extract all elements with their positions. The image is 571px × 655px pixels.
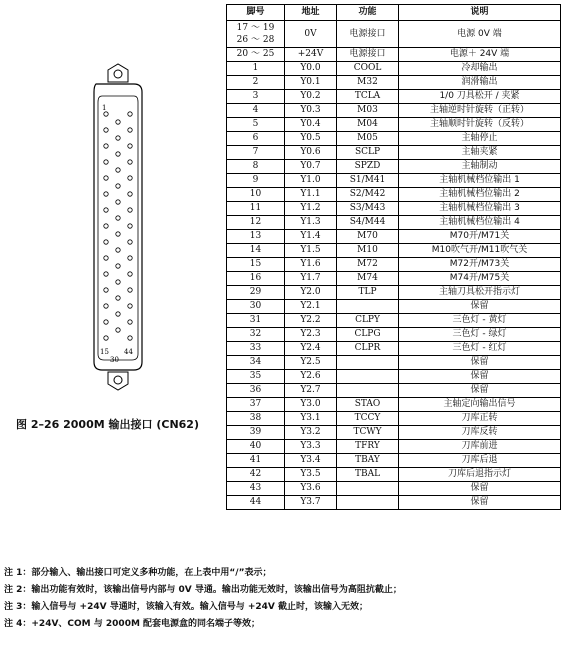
address-cell: Y3.3 [285, 440, 337, 454]
pin-hole [128, 288, 132, 292]
top-mounting-ear [108, 64, 128, 82]
header-address: 地址 [285, 5, 337, 21]
description-cell: 三色灯 - 绿灯 [399, 328, 561, 342]
function-cell: M70 [337, 230, 399, 244]
address-cell: Y1.4 [285, 230, 337, 244]
address-cell: +24V [285, 48, 337, 62]
pin-hole [116, 200, 120, 204]
pin-hole [128, 224, 132, 228]
pin-hole [128, 336, 132, 340]
description-cell: 主轴停止 [399, 132, 561, 146]
function-cell: M04 [337, 118, 399, 132]
pin-label-30: 30 [110, 356, 119, 364]
pin-hole [104, 224, 108, 228]
table-row [227, 342, 561, 356]
pin-cell: 38 [227, 412, 285, 426]
pin-table-body [227, 21, 561, 510]
pin-cell: 11 [227, 202, 285, 216]
function-cell: 电源接口 [337, 21, 399, 48]
address-cell: Y0.2 [285, 90, 337, 104]
pin-cell: 37 [227, 398, 285, 412]
pin-cell: 3 [227, 90, 285, 104]
address-cell: Y0.1 [285, 76, 337, 90]
address-cell: Y0.5 [285, 132, 337, 146]
table-row [227, 216, 561, 230]
table-row [227, 286, 561, 300]
pin-hole [104, 304, 108, 308]
function-cell [337, 356, 399, 370]
pin-cell: 33 [227, 342, 285, 356]
pin-hole [128, 192, 132, 196]
pin-cell: 14 [227, 244, 285, 258]
table-row [227, 160, 561, 174]
address-cell: Y3.4 [285, 454, 337, 468]
pin-cell: 36 [227, 384, 285, 398]
table-row [227, 300, 561, 314]
pin-hole [104, 240, 108, 244]
table-row [227, 370, 561, 384]
pin-label-44: 44 [124, 348, 133, 356]
function-cell: TBAL [337, 468, 399, 482]
address-cell: Y0.4 [285, 118, 337, 132]
bottom-mounting-ear [108, 372, 128, 390]
pin-cell: 42 [227, 468, 285, 482]
pin-cell: 1 [227, 62, 285, 76]
pin-hole [128, 208, 132, 212]
table-row [227, 21, 561, 48]
description-cell: 保留 [399, 370, 561, 384]
description-cell: 主轴机械档位输出 3 [399, 202, 561, 216]
table-row [227, 482, 561, 496]
address-cell: Y2.0 [285, 286, 337, 300]
pin-cell: 8 [227, 160, 285, 174]
address-cell: Y1.1 [285, 188, 337, 202]
address-cell: Y1.5 [285, 244, 337, 258]
db44-connector-diagram [90, 62, 150, 392]
function-cell: COOL [337, 62, 399, 76]
description-cell: 刀库后退指示灯 [399, 468, 561, 482]
address-cell: Y2.3 [285, 328, 337, 342]
pin-hole [128, 112, 132, 116]
pin-hole [116, 184, 120, 188]
function-cell: TCLA [337, 90, 399, 104]
table-row [227, 272, 561, 286]
description-cell: 主轴夹紧 [399, 146, 561, 160]
pin-cell: 40 [227, 440, 285, 454]
pin-hole [104, 192, 108, 196]
function-cell: TCCY [337, 412, 399, 426]
function-cell: SPZD [337, 160, 399, 174]
table-row [227, 258, 561, 272]
table-row [227, 202, 561, 216]
pin-grid [104, 112, 132, 340]
pin-hole [128, 272, 132, 276]
pin-hole [116, 168, 120, 172]
function-cell: M72 [337, 258, 399, 272]
address-cell: Y3.1 [285, 412, 337, 426]
pin-cell: 29 [227, 286, 285, 300]
table-row [227, 244, 561, 258]
address-cell: Y0.7 [285, 160, 337, 174]
note-2: 注 2：输出功能有效时，该输出信号内部与 0V 导通。输出功能无效时，该输出信号为高阻抗截止； [4, 585, 402, 595]
function-cell: CLPG [337, 328, 399, 342]
table-row [227, 314, 561, 328]
pin-hole [104, 128, 108, 132]
pin-hole [116, 152, 120, 156]
description-cell: 1/0 刀具松开 / 夹紧 [399, 90, 561, 104]
address-cell: Y2.7 [285, 384, 337, 398]
description-cell: 冷却输出 [399, 62, 561, 76]
address-cell: Y0.0 [285, 62, 337, 76]
header-pin: 脚号 [227, 5, 285, 21]
description-cell: 润滑输出 [399, 76, 561, 90]
pin-cell: 7 [227, 146, 285, 160]
pin-hole [128, 240, 132, 244]
function-cell: 电源接口 [337, 48, 399, 62]
address-cell: Y3.0 [285, 398, 337, 412]
description-cell: 保留 [399, 496, 561, 510]
pin-cell: 16 [227, 272, 285, 286]
table-row [227, 398, 561, 412]
table-row [227, 90, 561, 104]
pin-cell: 9 [227, 174, 285, 188]
pin-cell: 20 ～ 25 [227, 48, 285, 62]
function-cell [337, 370, 399, 384]
address-cell: 0V [285, 21, 337, 48]
function-cell: TFRY [337, 440, 399, 454]
address-cell: Y0.3 [285, 104, 337, 118]
description-cell: 主轴逆时针旋转（正转） [399, 104, 561, 118]
connector-shell-outer [94, 84, 142, 370]
table-row [227, 62, 561, 76]
function-cell: SCLP [337, 146, 399, 160]
table-row [227, 454, 561, 468]
function-cell: TLP [337, 286, 399, 300]
table-row [227, 104, 561, 118]
function-cell: S4/M44 [337, 216, 399, 230]
table-row [227, 132, 561, 146]
description-cell: 三色灯 - 红灯 [399, 342, 561, 356]
address-cell: Y2.2 [285, 314, 337, 328]
pin-cell: 34 [227, 356, 285, 370]
pin-hole [116, 120, 120, 124]
description-cell: 保留 [399, 384, 561, 398]
function-cell: M05 [337, 132, 399, 146]
description-cell: 刀库后退 [399, 454, 561, 468]
pin-hole [116, 136, 120, 140]
address-cell: Y3.5 [285, 468, 337, 482]
pin-hole [104, 112, 108, 116]
description-cell: M10吹气开/M11吹气关 [399, 244, 561, 258]
description-cell: 主轴机械档位输出 2 [399, 188, 561, 202]
pin-hole [104, 144, 108, 148]
function-cell: CLPR [337, 342, 399, 356]
table-row [227, 468, 561, 482]
pin-hole [128, 144, 132, 148]
address-cell: Y3.6 [285, 482, 337, 496]
function-cell: TBAY [337, 454, 399, 468]
pin-cell: 32 [227, 328, 285, 342]
table-row [227, 426, 561, 440]
pin-hole [116, 312, 120, 316]
description-cell: 刀库正转 [399, 412, 561, 426]
description-cell: 刀库前进 [399, 440, 561, 454]
pin-cell: 35 [227, 370, 285, 384]
pin-cell: 2 [227, 76, 285, 90]
pin-hole [116, 232, 120, 236]
description-cell: M70开/M71关 [399, 230, 561, 244]
description-cell: 电源 0V 端 [399, 21, 561, 48]
description-cell: 保留 [399, 356, 561, 370]
function-cell [337, 300, 399, 314]
description-cell: 电源＋ 24V 端 [399, 48, 561, 62]
description-cell: M72开/M73关 [399, 258, 561, 272]
address-cell: Y1.3 [285, 216, 337, 230]
pin-hole [116, 264, 120, 268]
function-cell: M03 [337, 104, 399, 118]
address-cell: Y3.7 [285, 496, 337, 510]
note-1: 注 1：部分输入、输出接口可定义多种功能，在上表中用“/”表示； [4, 568, 272, 578]
function-cell: M10 [337, 244, 399, 258]
function-cell: CLPY [337, 314, 399, 328]
pin-cell: 5 [227, 118, 285, 132]
pin-hole [104, 336, 108, 340]
address-cell: Y2.6 [285, 370, 337, 384]
address-cell: Y0.6 [285, 146, 337, 160]
pin-hole [128, 160, 132, 164]
function-cell: S2/M42 [337, 188, 399, 202]
address-cell: Y1.7 [285, 272, 337, 286]
description-cell: 刀库反转 [399, 426, 561, 440]
pin-hole [128, 128, 132, 132]
pin-cell: 39 [227, 426, 285, 440]
table-row [227, 174, 561, 188]
function-cell [337, 384, 399, 398]
function-cell: M74 [337, 272, 399, 286]
pin-hole [116, 328, 120, 332]
address-cell: Y2.4 [285, 342, 337, 356]
description-cell: 主轴制动 [399, 160, 561, 174]
pin-hole [104, 256, 108, 260]
function-cell: STAO [337, 398, 399, 412]
function-cell: S1/M41 [337, 174, 399, 188]
pin-hole [128, 320, 132, 324]
pin-cell: 10 [227, 188, 285, 202]
notes [4, 565, 402, 633]
description-cell: 主轴刀具松开指示灯 [399, 286, 561, 300]
pin-hole [116, 296, 120, 300]
pin-label-15: 15 [100, 348, 109, 356]
pin-hole [104, 272, 108, 276]
bottom-mounting-hole [114, 376, 122, 384]
pin-cell: 17 ～ 19 26 ～ 28 [227, 21, 285, 48]
address-cell: Y1.6 [285, 258, 337, 272]
function-cell [337, 482, 399, 496]
pin-cell: 31 [227, 314, 285, 328]
note-4: 注 4：+24V、COM 与 2000M 配套电源盒的同名端子等效； [4, 619, 261, 629]
table-row [227, 188, 561, 202]
function-cell: S3/M43 [337, 202, 399, 216]
table-row [227, 328, 561, 342]
pin-hole [116, 280, 120, 284]
pin-hole [104, 288, 108, 292]
pin-hole [128, 256, 132, 260]
note-3: 注 3：输入信号与 +24V 导通时，该输入有效。输入信号与 +24V 截止时，该输入无效； [4, 602, 368, 612]
pin-hole [128, 304, 132, 308]
address-cell: Y1.0 [285, 174, 337, 188]
pin-cell: 30 [227, 300, 285, 314]
header-description: 说明 [399, 5, 561, 21]
pin-hole [104, 176, 108, 180]
address-cell: Y1.2 [285, 202, 337, 216]
pin-hole [116, 248, 120, 252]
address-cell: Y3.2 [285, 426, 337, 440]
table-row [227, 76, 561, 90]
address-cell: Y2.5 [285, 356, 337, 370]
pin-hole [128, 176, 132, 180]
table-row [227, 440, 561, 454]
table-row [227, 146, 561, 160]
pin-hole [116, 216, 120, 220]
table-row [227, 118, 561, 132]
table-row [227, 384, 561, 398]
pin-label-1: 1 [102, 104, 107, 112]
pin-cell: 43 [227, 482, 285, 496]
pin-hole [104, 320, 108, 324]
pin-cell: 6 [227, 132, 285, 146]
description-cell: 三色灯 - 黄灯 [399, 314, 561, 328]
pin-table [226, 4, 561, 510]
pin-cell: 15 [227, 258, 285, 272]
figure-caption: 图 2–26 2000M 输出接口 (CN62) [16, 418, 199, 431]
description-cell: 保留 [399, 300, 561, 314]
description-cell: 主轴机械档位输出 1 [399, 174, 561, 188]
table-header-row [227, 5, 561, 21]
pin-cell: 13 [227, 230, 285, 244]
table-row [227, 230, 561, 244]
table-row [227, 412, 561, 426]
function-cell: M32 [337, 76, 399, 90]
table-row [227, 356, 561, 370]
description-cell: 保留 [399, 482, 561, 496]
table-row [227, 48, 561, 62]
table-row [227, 496, 561, 510]
pin-cell: 12 [227, 216, 285, 230]
address-cell: Y2.1 [285, 300, 337, 314]
description-cell: 主轴顺时针旋转（反转） [399, 118, 561, 132]
description-cell: 主轴定向输出信号 [399, 398, 561, 412]
pin-cell: 44 [227, 496, 285, 510]
pin-hole [104, 208, 108, 212]
top-mounting-hole [114, 70, 122, 78]
header-function: 功能 [337, 5, 399, 21]
description-cell: 主轴机械档位输出 4 [399, 216, 561, 230]
pin-cell: 4 [227, 104, 285, 118]
pin-cell: 41 [227, 454, 285, 468]
function-cell [337, 496, 399, 510]
function-cell: TCWY [337, 426, 399, 440]
pin-hole [104, 160, 108, 164]
description-cell: M74开/M75关 [399, 272, 561, 286]
